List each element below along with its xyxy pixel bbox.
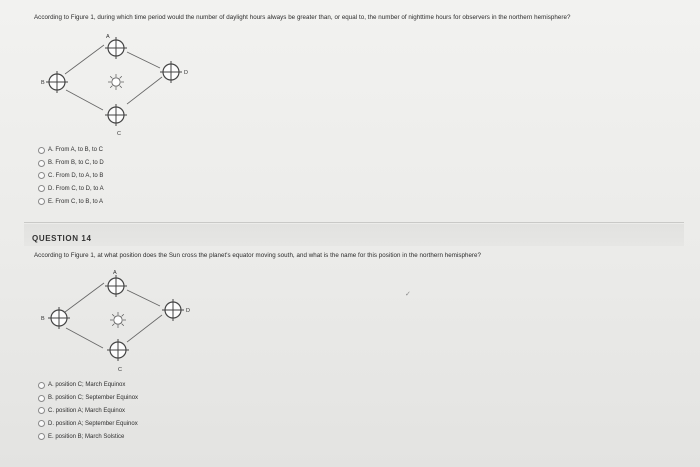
label-d: D — [184, 70, 188, 76]
option-label: B. position C; September Equinox — [48, 395, 139, 402]
label-b: B — [41, 80, 45, 86]
answer-option[interactable] — [38, 379, 138, 392]
radio-button[interactable] — [38, 198, 45, 205]
answer-option[interactable] — [38, 182, 104, 195]
label-a: A — [113, 270, 117, 276]
planet-icon — [107, 339, 129, 361]
radio-button[interactable] — [38, 407, 45, 414]
answer-option[interactable] — [38, 144, 104, 157]
option-label: C. From D, to A, to B — [48, 172, 104, 179]
orbit-line-ba — [65, 45, 104, 74]
answer-option[interactable] — [38, 430, 138, 443]
label-d: D — [186, 308, 190, 314]
orbit-line-bc — [66, 328, 103, 348]
radio-button[interactable] — [38, 160, 45, 167]
answer-option[interactable] — [38, 405, 138, 418]
radio-button[interactable] — [38, 147, 45, 154]
orbit-diagram-svg — [20, 32, 220, 142]
option-label: C. position A; March Equinox — [48, 407, 126, 414]
orbit-line-cd — [127, 315, 162, 342]
option-label: E. position B; March Solstice — [48, 433, 125, 440]
radio-button[interactable] — [38, 172, 45, 179]
orbit-line-bc — [66, 90, 103, 110]
orbit-line-ba — [65, 283, 104, 312]
planet-icon — [105, 275, 127, 297]
planet-icon — [105, 104, 127, 126]
radio-button[interactable] — [38, 433, 45, 440]
orbit-line-ad — [127, 52, 160, 68]
option-label: E. From C, to B, to A — [48, 198, 104, 205]
option-label: B. From B, to C, to D — [48, 160, 104, 167]
radio-button[interactable] — [38, 185, 45, 192]
answer-option[interactable] — [38, 392, 138, 405]
question-13-options — [38, 144, 104, 208]
answer-option[interactable] — [38, 417, 138, 430]
question-14-title: QUESTION 14 — [32, 234, 92, 243]
label-c: C — [117, 131, 121, 137]
answer-option[interactable] — [38, 195, 104, 208]
answer-option[interactable] — [38, 170, 104, 183]
planet-icon — [46, 71, 68, 93]
sun-icon — [110, 312, 126, 328]
option-label: D. From C, to D, to A — [48, 185, 104, 192]
option-label: A. From A, to B, to C — [48, 147, 104, 154]
orbit-line-ad — [127, 290, 160, 306]
orbit-diagram-svg — [20, 270, 220, 380]
answer-option[interactable] — [38, 157, 104, 170]
question-14-text: According to Figure 1, at what position does the Sun cross the planet's equator moving south, and what is the name for this position in the northern hemisphere? — [34, 252, 482, 259]
cursor-mark: ✓ — [405, 291, 411, 298]
question-divider — [24, 222, 684, 223]
radio-button[interactable] — [38, 395, 45, 402]
figure-1-diagram — [20, 32, 220, 142]
question-14-options — [38, 379, 138, 443]
figure-1-diagram — [20, 270, 220, 380]
radio-button[interactable] — [38, 382, 45, 389]
planet-icon — [162, 299, 184, 321]
label-b: B — [41, 316, 45, 322]
radio-button[interactable] — [38, 420, 45, 427]
label-c: C — [118, 367, 122, 373]
option-label: D. position A; September Equinox — [48, 420, 138, 427]
label-a: A — [106, 34, 110, 40]
sun-icon — [108, 74, 124, 90]
orbit-line-cd — [127, 77, 162, 104]
planet-icon — [160, 61, 182, 83]
option-label: A. position C; March Equinox — [48, 382, 126, 389]
question-13-text: According to Figure 1, during which time period would the number of daylight hours always be greater than, or equal to, the number of nighttime hours for observers in the northern hemisphere? — [34, 14, 571, 21]
planet-icon — [105, 37, 127, 59]
question-14-header — [24, 224, 684, 246]
